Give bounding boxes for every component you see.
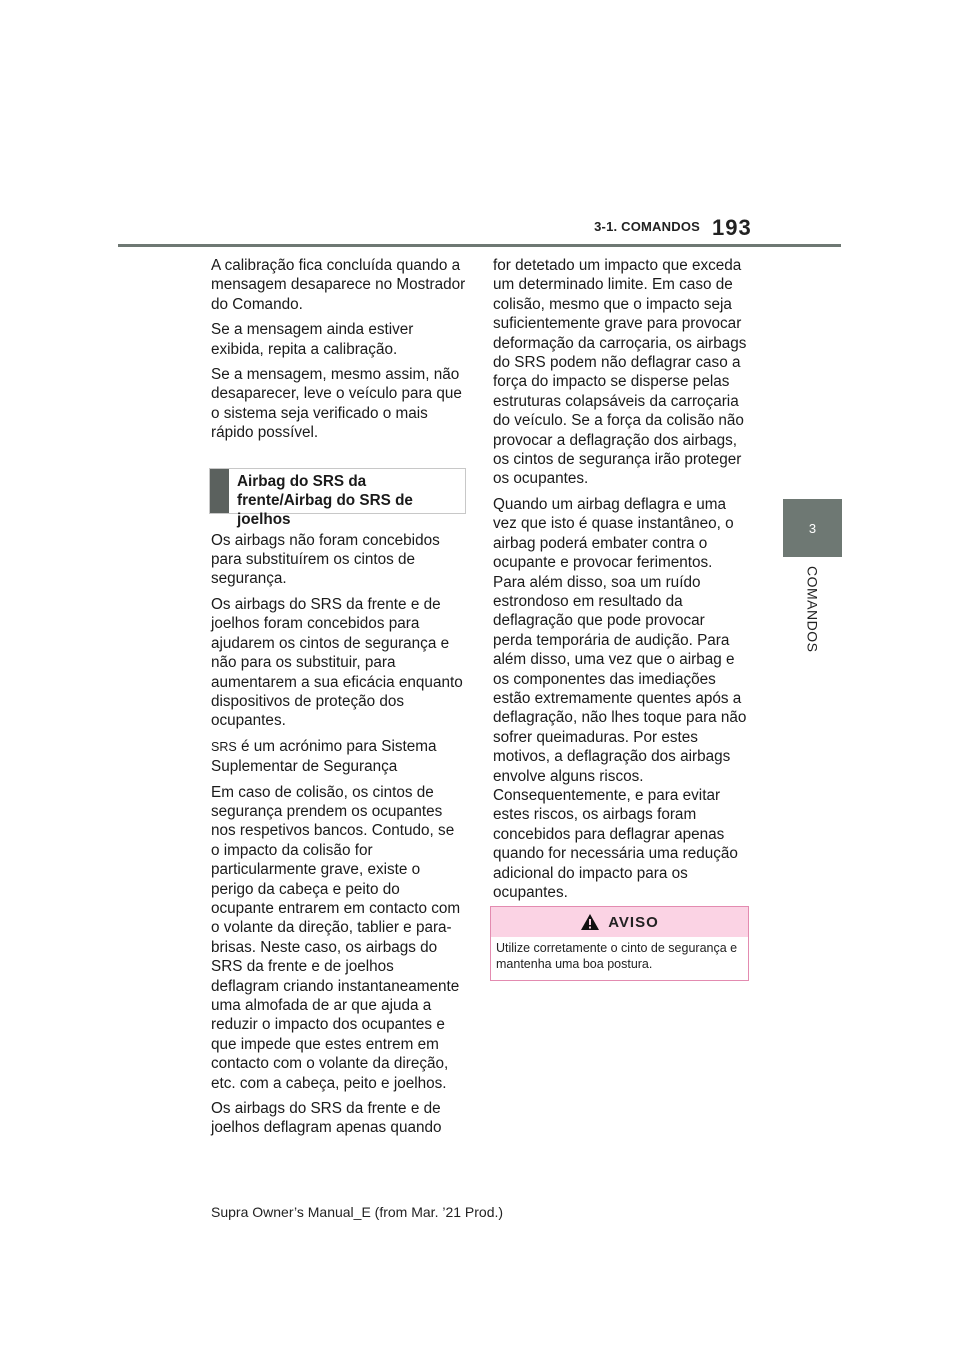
srs-abbreviation: SRS xyxy=(211,739,237,754)
paragraph: Em caso de colisão, os cintos de segurança prendem os ocupantes nos respetivos bancos. Contudo, se o impacto da colisão for particularmente grave, existe o perigo da cabeça e peito do ocupante entrarem em contacto com o volante da direção, tablier e para-brisas. Neste caso, os airbags do SRS da frente e de joelhos deflagram criando instantaneamente uma almofada de ar que ajuda a reduzir o impacto dos ocupantes e que impede que estes entrem em contacto com o volante da direção, etc. com a cabeça, peito e joelhos. xyxy=(211,783,461,1092)
paragraph: for detetado um impacto que exceda um determinado limite. Em caso de colisão, mesmo que o impacto seja suficientemente grave para provocar deformação da carroçaria, os airbags do SRS podem não deflagrar caso a força do impacto se disperse pelas estruturas colapsáveis da carroçaria do veículo. Se a força da colisão não provocar a deflagração dos airbags, os cintos de segurança irão proteger os ocupantes. xyxy=(493,257,747,488)
warning-text: Utilize corretamente o cinto de segurança e mantenha uma boa postura. xyxy=(496,941,738,971)
right-column xyxy=(493,256,748,908)
footer-text: Supra Owner’s Manual_E (from Mar. ’21 Prod.) xyxy=(211,1204,504,1220)
section-label: 3-1. COMANDOS xyxy=(594,219,700,234)
heading-bar xyxy=(210,469,229,513)
paragraph: Quando um airbag deflagra e uma vez que isto é quase instantâneo, o airbag poderá embater contra o ocupante e provocar ferimentos. Para além disso, soa um ruído estrondoso em resultado da deflagração que pode provocar perda temporária de audição. Para além disso, uma vez que o airbag e os componentes das imediações estão extremamente quentes após a deflagração, não lhes toque para não sofrer queimaduras. Por estes motivos, a deflagração dos airbags envolve alguns riscos. Consequentemente, e para evitar estes riscos, os airbags foram concebidos para deflagrar apenas quando for necessária uma redução adicional do impacto para os ocupantes. xyxy=(493,495,747,901)
section-heading xyxy=(209,468,466,529)
page-number: 193 xyxy=(712,215,752,240)
paragraph: Se a mensagem, mesmo assim, não desaparecer, leve o veículo para que o sistema seja verificado o mais rápido possível. xyxy=(211,366,462,442)
paragraph: A calibração fica concluída quando a mensagem desaparece no Mostrador do Comando. xyxy=(211,257,466,313)
paragraph: Os airbags do SRS da frente e de joelhos deflagram apenas quando xyxy=(211,1100,442,1137)
chapter-tab: 3 xyxy=(783,499,842,557)
paragraph: Os airbags não foram concebidos para substituírem os cintos de segurança. xyxy=(211,531,440,588)
warning-box xyxy=(490,906,749,981)
paragraph: Os airbags do SRS da frente e de joelhos foram concebidos para ajudarem os cintos de segurança e não para os substituir, para aumentarem a sua eficácia enquanto dispositivos de proteção dos ocupantes. xyxy=(211,595,463,730)
left-column xyxy=(211,256,466,1144)
srs-definition-text: é um acrónimo para Sistema Suplementar de Segurança xyxy=(211,737,437,776)
warning-header xyxy=(491,907,748,937)
srs-definition xyxy=(211,737,466,777)
chapter-side-label: COMANDOS xyxy=(804,566,821,653)
warning-title: AVISO xyxy=(608,913,659,931)
heading-text: Airbag do SRS da frente/Airbag do SRS de joelhos xyxy=(237,472,413,529)
warning-triangle-icon xyxy=(580,913,600,931)
header-rule xyxy=(118,244,841,247)
paragraph: Se a mensagem ainda estiver exibida, repita a calibração. xyxy=(211,321,414,358)
